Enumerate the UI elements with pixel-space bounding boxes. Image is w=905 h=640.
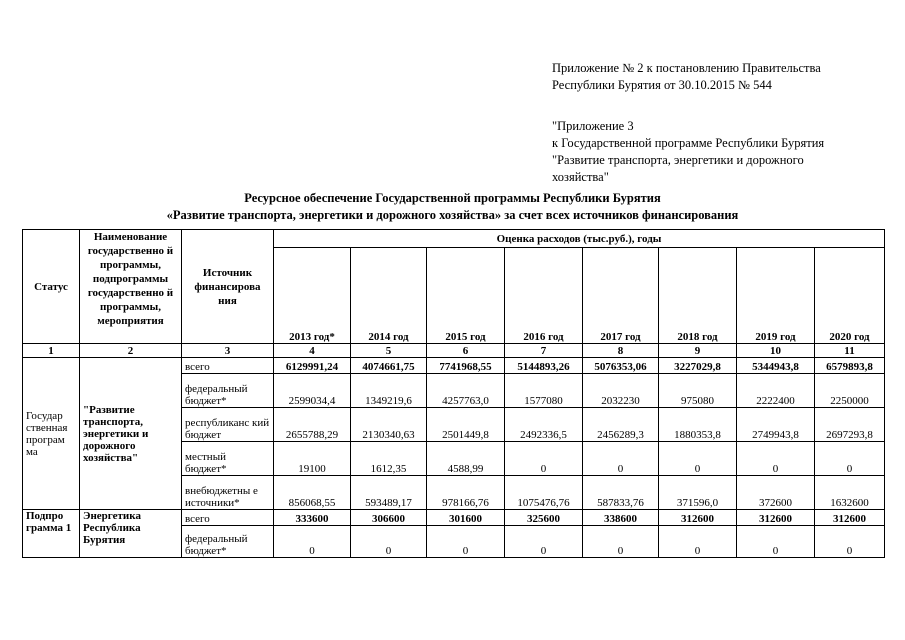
- funding-source: всего: [182, 510, 274, 526]
- value-cell: 2130340,63: [351, 408, 427, 442]
- value-cell: 0: [505, 526, 583, 558]
- value-cell: 4074661,75: [351, 358, 427, 374]
- column-number: 6: [427, 344, 505, 358]
- header-year: 2019 год: [737, 248, 815, 344]
- funding-source: республиканс кий бюджет: [182, 408, 274, 442]
- value-cell: 372600: [737, 476, 815, 510]
- value-cell: 978166,76: [427, 476, 505, 510]
- value-cell: 593489,17: [351, 476, 427, 510]
- value-cell: 975080: [659, 374, 737, 408]
- annex-line-1: Приложение № 2 к постановлению Правительства: [552, 61, 821, 75]
- column-number: 1: [23, 344, 80, 358]
- header-estimate: Оценка расходов (тыс.руб.), годы: [274, 230, 885, 248]
- value-cell: 1612,35: [351, 442, 427, 476]
- funding-table: [22, 229, 885, 558]
- value-cell: 5076353,06: [583, 358, 659, 374]
- column-number: 3: [182, 344, 274, 358]
- value-cell: 0: [815, 442, 885, 476]
- row-name: "Развитие транспорта, энергетики и дорожного хозяйства": [80, 358, 182, 510]
- value-cell: 1880353,8: [659, 408, 737, 442]
- value-cell: 5144893,26: [505, 358, 583, 374]
- value-cell: 0: [737, 526, 815, 558]
- header-year: 2017 год: [583, 248, 659, 344]
- value-cell: 19100: [274, 442, 351, 476]
- row-status: Подпро грамма 1: [23, 510, 80, 558]
- table-row: [23, 358, 885, 374]
- value-cell: 1632600: [815, 476, 885, 510]
- column-number: 7: [505, 344, 583, 358]
- row-name: Энергетика Республика Бурятия: [80, 510, 182, 558]
- value-cell: 312600: [659, 510, 737, 526]
- annex-header: [552, 60, 821, 94]
- table-row: [23, 510, 885, 526]
- header-year: 2016 год: [505, 248, 583, 344]
- value-cell: 3227029,8: [659, 358, 737, 374]
- value-cell: 371596,0: [659, 476, 737, 510]
- value-cell: 0: [274, 526, 351, 558]
- column-number: 2: [80, 344, 182, 358]
- funding-source: федеральный бюджет*: [182, 374, 274, 408]
- annex-ref-line-3: "Развитие транспорта, энергетики и дорожного: [552, 153, 804, 167]
- value-cell: 2655788,29: [274, 408, 351, 442]
- value-cell: 2222400: [737, 374, 815, 408]
- value-cell: 2599034,4: [274, 374, 351, 408]
- column-number: 8: [583, 344, 659, 358]
- annex-reference: [552, 118, 852, 186]
- header-year: 2020 год: [815, 248, 885, 344]
- header-year: 2014 год: [351, 248, 427, 344]
- funding-source: внебюджетны е источники*: [182, 476, 274, 510]
- funding-source: федеральный бюджет*: [182, 526, 274, 558]
- funding-source: местный бюджет*: [182, 442, 274, 476]
- value-cell: 338600: [583, 510, 659, 526]
- value-cell: 301600: [427, 510, 505, 526]
- value-cell: 1349219,6: [351, 374, 427, 408]
- value-cell: 0: [659, 442, 737, 476]
- annex-line-2: Республики Бурятия от 30.10.2015 № 544: [552, 78, 772, 92]
- value-cell: 2456289,3: [583, 408, 659, 442]
- funding-source: всего: [182, 358, 274, 374]
- header-year: 2013 год*: [274, 248, 351, 344]
- value-cell: 4588,99: [427, 442, 505, 476]
- value-cell: 0: [815, 526, 885, 558]
- header-source: Источник финансирова ния: [182, 230, 274, 344]
- value-cell: 325600: [505, 510, 583, 526]
- value-cell: 0: [737, 442, 815, 476]
- annex-ref-line-2: к Государственной программе Республики Бурятия: [552, 136, 825, 150]
- value-cell: 312600: [815, 510, 885, 526]
- value-cell: 1577080: [505, 374, 583, 408]
- value-cell: 4257763,0: [427, 374, 505, 408]
- value-cell: 6129991,24: [274, 358, 351, 374]
- value-cell: 0: [505, 442, 583, 476]
- value-cell: 6579893,8: [815, 358, 885, 374]
- document-title-line-1: Ресурсное обеспечение Государственной программы Республики Бурятия: [244, 191, 661, 205]
- value-cell: 2032230: [583, 374, 659, 408]
- document-title-line-2: «Развитие транспорта, энергетики и дорожного хозяйства» за счет всех источников финансирования: [166, 208, 739, 222]
- value-cell: 587833,76: [583, 476, 659, 510]
- column-number: 9: [659, 344, 737, 358]
- value-cell: 312600: [737, 510, 815, 526]
- annex-ref-line-1: "Приложение 3: [552, 119, 634, 133]
- annex-ref-line-4: хозяйства": [552, 170, 609, 184]
- value-cell: 306600: [351, 510, 427, 526]
- column-number: 4: [274, 344, 351, 358]
- value-cell: 0: [351, 526, 427, 558]
- column-number: 5: [351, 344, 427, 358]
- value-cell: 2250000: [815, 374, 885, 408]
- value-cell: 2697293,8: [815, 408, 885, 442]
- column-number: 10: [737, 344, 815, 358]
- value-cell: 0: [583, 526, 659, 558]
- column-number: 11: [815, 344, 885, 358]
- header-name: Наименование государственно й программы, подпрограммы государственно й программы, мероприятия: [80, 230, 182, 344]
- value-cell: 333600: [274, 510, 351, 526]
- value-cell: 5344943,8: [737, 358, 815, 374]
- header-year: 2018 год: [659, 248, 737, 344]
- value-cell: 2501449,8: [427, 408, 505, 442]
- value-cell: 1075476,76: [505, 476, 583, 510]
- value-cell: 2749943,8: [737, 408, 815, 442]
- row-status: Государ ственная програм ма: [23, 358, 80, 510]
- value-cell: 856068,55: [274, 476, 351, 510]
- value-cell: 0: [659, 526, 737, 558]
- value-cell: 0: [427, 526, 505, 558]
- value-cell: 0: [583, 442, 659, 476]
- value-cell: 2492336,5: [505, 408, 583, 442]
- header-status: Статус: [23, 230, 80, 344]
- value-cell: 7741968,55: [427, 358, 505, 374]
- header-year: 2015 год: [427, 248, 505, 344]
